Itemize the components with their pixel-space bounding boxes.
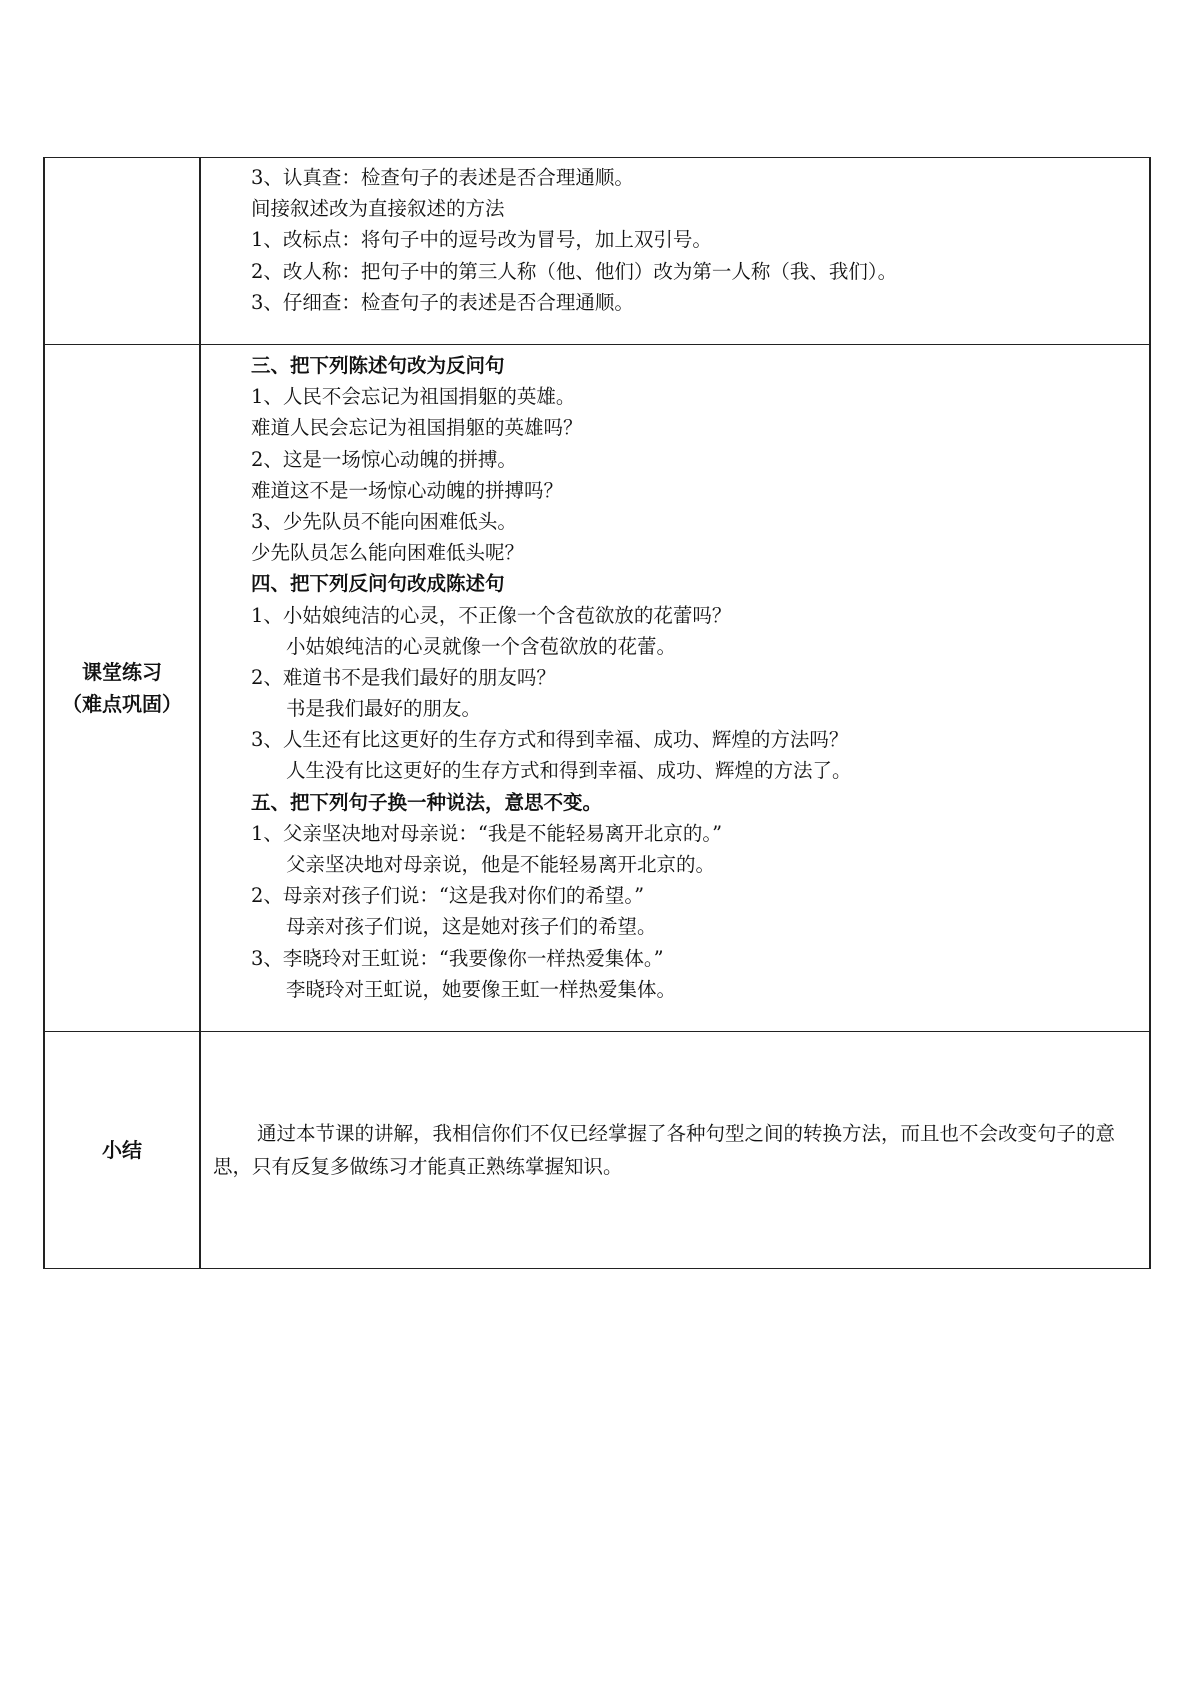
section4-question-3: 3、人生还有比这更好的生存方式和得到幸福、成功、辉煌的方法吗？ — [251, 728, 849, 752]
method-line-5: 3、仔细查：检查句子的表述是否合理通顺。 — [251, 290, 634, 314]
section4-question-2: 2、难道书不是我们最好的朋友吗？ — [251, 665, 556, 689]
table-row-practice — [44, 345, 1150, 1032]
row-label-summary: 小结 — [44, 1032, 200, 1269]
section3-item-2: 难道人民会忘记为祖国捐躯的英雄吗？ — [251, 416, 583, 440]
method-line-1: 3、认真查：检查句子的表述是否合理通顺。 — [251, 166, 634, 189]
row-label-practice — [44, 345, 200, 1032]
section5-answer-1: 父亲坚决地对母亲说，他是不能轻易离开北京的。 — [286, 853, 716, 876]
table-row-summary — [44, 1032, 1150, 1269]
section4-answer-1: 小姑娘纯洁的心灵就像一个含苞欲放的花蕾。 — [286, 634, 677, 658]
section3-item-5: 3、少先队员不能向困难低头。 — [251, 509, 517, 533]
section4-answer-3: 人生没有比这更好的生存方式和得到幸福、成功、辉煌的方法了。 — [286, 759, 852, 783]
method-line-4: 2、改人称：把句子中的第三人称（他、他们）改为第一人称（我、我们）。 — [251, 259, 898, 283]
section5-question-2: 2、母亲对孩子们说：“这是我对你们的希望。” — [251, 884, 645, 908]
section3-item-3: 2、这是一场惊心动魄的拼搏。 — [251, 447, 517, 471]
row-label-method — [44, 158, 200, 345]
section4-answer-2: 书是我们最好的朋友。 — [286, 697, 482, 721]
method-line-3: 1、改标点：将句子中的逗号改为冒号，加上双引号。 — [251, 228, 712, 252]
section5-answer-3: 李晓玲对王虹说，她要像王虹一样热爱集体。 — [286, 977, 677, 1001]
row-content-practice — [200, 345, 1150, 1032]
summary-text: 通过本节课的讲解，我相信你们不仅已经掌握了各种句型之间的转换方法，而且也不会改变句子的意思，只有反复多做练习才能真正熟练掌握知识。 — [213, 1122, 1116, 1178]
section5-title: 五、把下列句子换一种说法，意思不变。 — [251, 790, 603, 814]
practice-label-line2: （难点巩固） — [62, 692, 182, 716]
section3-item-6: 少先队员怎么能向困难低头呢？ — [251, 541, 525, 565]
section5-question-1: 1、父亲坚决地对母亲说：“我是不能轻易离开北京的。” — [251, 821, 723, 845]
method-line-2: 间接叙述改为直接叙述的方法 — [251, 197, 505, 221]
row-content-summary — [200, 1032, 1150, 1269]
section5-answer-2: 母亲对孩子们说，这是她对孩子们的希望。 — [286, 915, 657, 939]
practice-label-line1: 课堂练习 — [82, 660, 162, 684]
section5-question-3: 3、李晓玲对王虹说：“我要像你一样热爱集体。” — [251, 946, 664, 970]
row-content-method — [200, 158, 1150, 345]
section3-item-4: 难道这不是一场惊心动魄的拼搏吗？ — [251, 478, 564, 502]
section3-item-1: 1、人民不会忘记为祖国捐躯的英雄。 — [251, 385, 576, 409]
table-row-method — [44, 158, 1150, 345]
section4-title: 四、把下列反问句改成陈述句 — [251, 572, 505, 596]
lesson-plan-table — [43, 157, 1151, 1269]
section4-question-1: 1、小姑娘纯洁的心灵，不正像一个含苞欲放的花蕾吗？ — [251, 603, 732, 627]
section3-title: 三、把下列陈述句改为反问句 — [251, 354, 505, 377]
